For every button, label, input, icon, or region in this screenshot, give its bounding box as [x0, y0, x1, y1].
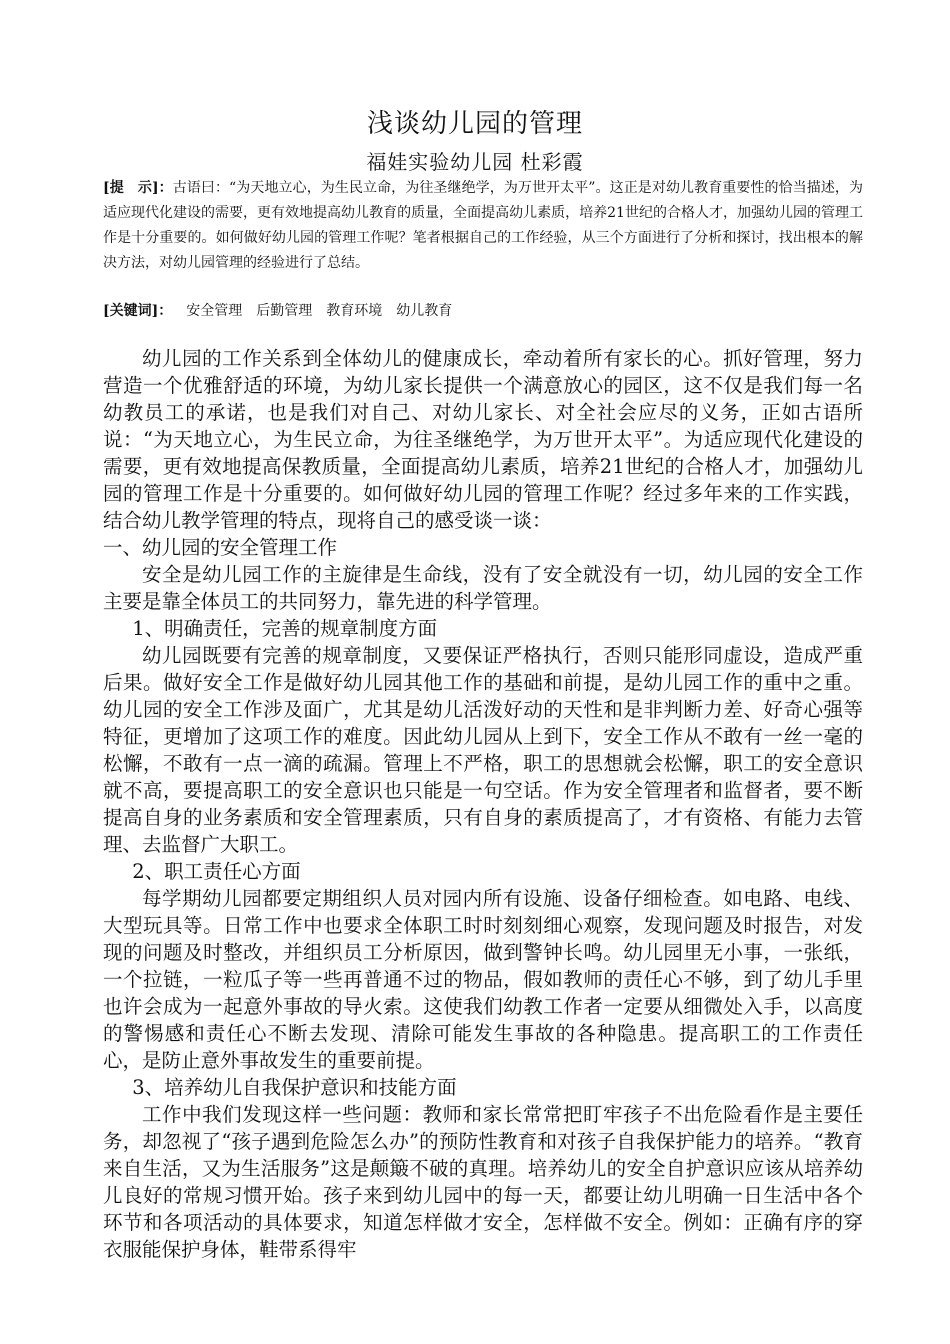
keywords-block — [103, 299, 863, 323]
keyword-item: 后勤管理 — [256, 303, 313, 319]
section-heading: 一、幼儿园的安全管理工作 — [103, 536, 338, 559]
section-paragraph: 安全是幼儿园工作的主旋律是生命线，没有了安全就没有一切，幼儿园的安全工作主要是靠全体员工的共同努力，靠先进的科学管理。 — [103, 563, 863, 613]
document-title: 浅谈幼儿园的管理 — [366, 109, 583, 139]
subsection-heading: 1、明确责任，完善的规章制度方面 — [132, 617, 438, 640]
subsection-paragraph: 每学期幼儿园都要定期组织人员对园内所有设施、设备仔细检查。如电路、电线、大型玩具等。日常工作中也要求全体职工时时刻刻细心观察，发现问题及时报告，对发现的问题及时整改，并组织员工分析原因，做到警钟长鸣。幼儿园里无小事，一张纸，一个拉链，一粒瓜子等一些再普通不过的物品，假如教师的责任心不够，到了幼儿手里也许会成为一起意外事故的导火索。这使我们幼教工作者一定要从细微处入手，以高度的警惕感和责任心不断去发现、清除可能发生事故的各种隐患。提高职工的工作责任心，是防止意外事故发生的重要前提。 — [103, 887, 863, 1072]
subsection-paragraph: 工作中我们发现这样一些问题：教师和家长常常把盯牢孩子不出危险看作是主要任务，却忽视了“孩子遇到危险怎么办”的预防性教育和对孩子自我保护能力的培养。“教育来自生活，又为生活服务”这是颠簸不破的真理。培养幼儿的安全自护意识应该从培养幼儿良好的常规习惯开始。孩子来到幼儿园中的每一天，都要让幼儿明确一日生活中各个环节和各项活动的具体要求，知道怎样做才安全，怎样做不安全。例如：正确有序的穿衣服能保护身体，鞋带系得牢 — [103, 1103, 863, 1261]
intro-paragraph: 幼儿园的工作关系到全体幼儿的健康成长，牵动着所有家长的心。抓好管理，努力营造一个优雅舒适的环境，为幼儿家长提供一个满意放心的园区，这不仅是我们每一名幼教员工的承诺，也是我们对自己、对幼儿家长、对全社会应尽的义务，正如古语所说：“为天地立心，为生民立命，为往圣继绝学，为万世开太平”。为适应现代化建设的需要，更有效地提高保教质量，全面提高幼儿素质，培养21世纪的合格人才，加强幼儿园的管理工作是十分重要的。如何做好幼儿园的管理工作呢？经过多年来的工作实践，结合幼儿教学管理的特点，现将自己的感受谈一谈： — [103, 347, 863, 532]
subsection-paragraph: 幼儿园既要有完善的规章制度，又要保证严格执行，否则只能形同虚设，造成严重后果。做好安全工作是做好幼儿园其他工作的基础和前提，是幼儿园工作的重中之重。幼儿园的安全工作涉及面广，尤其是幼儿活泼好动的天性和是非判断力差、好奇心强等特征，更增加了这项工作的难度。因此幼儿园从上到下，安全工作从不敢有一丝一毫的松懈，不敢有一点一滴的疏漏。管理上不严格，职工的思想就会松懈，职工的安全意识就不高，要提高职工的安全意识也只能是一句空话。作为安全管理者和监督者，要不断提高自身的业务素质和安全管理素质，只有自身的素质提高了，才有资格、有能力去管理、去监督广大职工。 — [103, 644, 863, 856]
abstract-label: [提 示]： — [103, 180, 173, 196]
subsection-heading: 3、培养幼儿自我保护意识和技能方面 — [132, 1076, 457, 1099]
keywords-label: [关键词]： — [103, 303, 173, 319]
abstract-text: 古语曰：“为天地立心，为生民立命，为往圣继绝学，为万世开太平”。这正是对幼儿教育重要性的恰当描述，为适应现代化建设的需要，更有效地提高幼儿教育的质量，全面提高幼儿素质，培养21世纪的合格人才，加强幼儿园的管理工作是十分重要的。如何做好幼儿园的管理工作呢？笔者根据自己的工作经验，从三个方面进行了分析和探讨，找出根本的解决方法，对幼儿园管理的经验进行了总结。 — [103, 180, 863, 271]
keyword-item: 教育环境 — [326, 303, 383, 319]
body-text — [103, 345, 863, 1263]
author-line: 福娃实验幼儿园 杜彩霞 — [366, 150, 584, 174]
abstract-block — [103, 176, 863, 276]
subsection-heading: 2、职工责任心方面 — [132, 860, 301, 883]
keyword-item: 安全管理 — [186, 303, 243, 319]
keyword-item: 幼儿教育 — [396, 303, 453, 319]
